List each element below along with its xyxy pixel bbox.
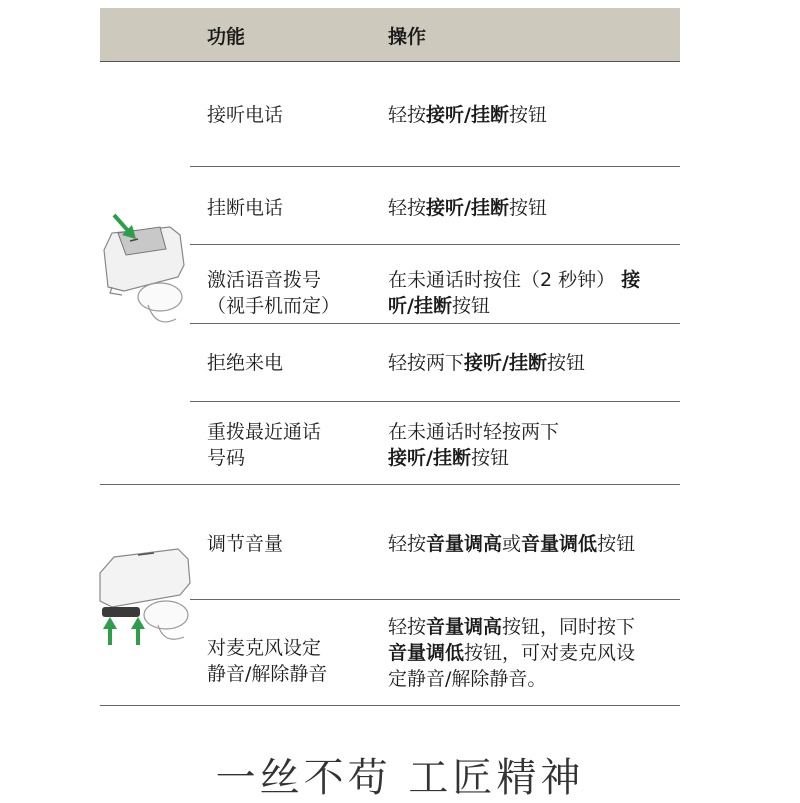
op-text: 按钮，同时按下: [502, 616, 636, 638]
op-bold: 音量调高: [426, 616, 503, 638]
op-text: 按钮: [508, 104, 547, 126]
footer-slogan: 一丝不苟 工匠精神: [215, 755, 585, 801]
function-line: （视手机而定）: [207, 295, 341, 317]
op-bold: 接: [621, 269, 641, 291]
op-text: 在未通话时轻按两下: [388, 421, 560, 443]
row-operation: [388, 267, 678, 319]
op-bold: 音量调低: [388, 642, 465, 664]
op-text: 按钮: [597, 533, 636, 555]
row-function: [207, 635, 382, 687]
function-line: 对麦克风设定: [207, 637, 322, 659]
op-text: 轻按: [388, 533, 427, 555]
op-text: 按钮: [451, 295, 490, 317]
row-operation: [388, 350, 678, 376]
row-divider: [190, 401, 680, 402]
op-text: 按钮: [470, 447, 509, 469]
row-function: 接听电话: [207, 104, 284, 126]
op-text: 按钮: [546, 352, 585, 374]
function-line: 激活语音拨号: [207, 269, 322, 291]
green-arrow-icon: [131, 617, 145, 645]
row-function: 挂断电话: [207, 197, 284, 219]
op-text: 定静音/解除静音。: [388, 668, 547, 690]
op-bold: 接听/挂断: [426, 104, 509, 126]
row-operation: [388, 531, 678, 557]
header-operation: 操作: [388, 26, 427, 48]
row-operation: [388, 102, 678, 128]
row-function: [207, 267, 382, 319]
op-text: 或: [502, 533, 522, 555]
op-text: 按钮，可对麦克风设: [464, 642, 636, 664]
op-bold: 接听/挂断: [464, 352, 547, 374]
op-bold: 音量调高: [426, 533, 503, 555]
row-divider: [190, 244, 680, 245]
op-bold: 接听/挂断: [426, 197, 509, 219]
row-function: [207, 419, 382, 471]
headset-volume-buttons-illustration: [98, 545, 196, 650]
table-bottom-line: [100, 705, 680, 706]
row-operation: [388, 195, 678, 221]
row-operation: [388, 614, 678, 692]
op-text: 轻按: [388, 197, 427, 219]
row-divider: [190, 166, 680, 167]
row-function: 拒绝来电: [207, 352, 284, 374]
table-header: [100, 8, 680, 62]
header-function: 功能: [207, 26, 246, 48]
op-text: 轻按: [388, 616, 427, 638]
row-divider: [190, 323, 680, 324]
op-bold: 听/挂断: [388, 295, 452, 317]
row-divider: [190, 599, 680, 600]
row-operation: [388, 419, 678, 471]
op-text: 轻按: [388, 104, 427, 126]
section-divider: [100, 484, 680, 485]
function-line: 重拨最近通话: [207, 421, 322, 443]
row-function: 调节音量: [207, 533, 284, 555]
headset-answer-button-illustration: [100, 205, 192, 330]
op-bold: 音量调低: [521, 533, 598, 555]
op-text: 按钮: [508, 197, 547, 219]
op-bold: 接听/挂断: [388, 447, 471, 469]
function-line: 静音/解除静音: [207, 663, 328, 685]
function-line: 号码: [207, 447, 246, 469]
green-arrow-icon: [103, 617, 117, 645]
op-text: 轻按两下: [388, 352, 465, 374]
op-text: 在未通话时按住（2 秒钟）: [388, 269, 616, 291]
